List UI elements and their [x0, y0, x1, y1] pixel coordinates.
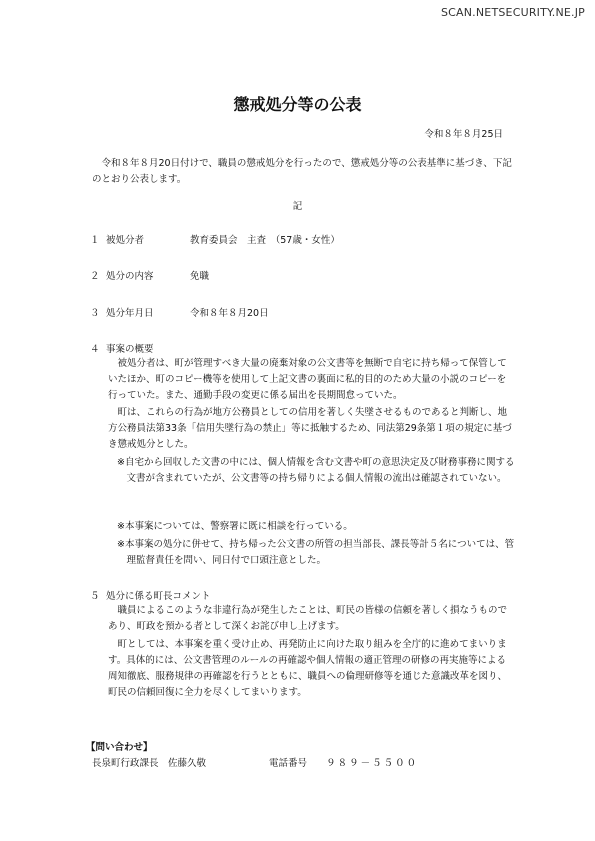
page-title: 懲戒処分等の公表 [233, 95, 362, 114]
ki-marker: 記 [292, 201, 303, 212]
section-label: 処分に係る町長コメント [106, 591, 211, 602]
intro-paragraph: 令和８年８月20日付けで、職員の懲戒処分を行ったので、懲戒処分等の公表基準に基づき、下記のとおり公表します。 [92, 158, 512, 185]
phone-number: ９８９－５５００ [326, 758, 419, 769]
item-number: ２ [90, 271, 100, 282]
item-number: １ [90, 235, 100, 246]
item-label: 被処分者 [106, 235, 145, 246]
section-label: 事案の概要 [106, 344, 154, 355]
section-4-paragraph: 被処分者は、町が管理すべき大量の廃棄対象の公文書等を無断で自宅に持ち帰って保管していたほか、町のコピー機等を使用して上記文書の裏面に私的目的のため大量の小説のコピーを行っていた。また、通勤手段の変更に係る届出を長期間怠っていた。 [108, 358, 507, 401]
section-4-note: ※本事案の処分に併せて、持ち帰った公文書の所管の担当部長、課長等計５名については、管理監督責任を問い、同日付で口頭注意とした。 [117, 539, 515, 566]
section-4-note: ※本事案については、警察署に既に相談を行っている。 [117, 521, 353, 532]
item-label: 処分年月日 [106, 308, 154, 319]
item-number: ３ [90, 308, 100, 319]
contact-info [92, 755, 418, 769]
section-5-paragraph: 町としては、本事案を重く受け止め、再発防止に向けた取り組みを全庁的に進めてまいります。具体的には、公文書管理のルールの再確認や個人情報の適正管理の研修の再実施等による周知徹底、服務規律の再確認を行うとともに、職員への倫理研修等を通じた意識改革を図り、町民の信頼回復に全力を尽くしてまいります。 [108, 639, 508, 698]
site-watermark: SCAN.NETSECURITY.NE.JP [440, 6, 585, 19]
section-4-paragraph: 町は、これらの行為が地方公務員としての信用を著しく失墜させるものであると判断し、地方公務員法第33条「信用失墜行為の禁止」等に抵触するため、同法第29条第１項の規定に基づき懲戒処分とした。 [108, 407, 512, 450]
section-5-paragraph: 職員によるこのような非違行為が発生したことは、町民の皆様の信頼を著しく損なうものであり、町政を預かる者として深くお詫び申し上げます。 [108, 605, 508, 632]
item-value: 令和８年８月20日 [190, 308, 269, 319]
item-value: 教育委員会 主査 （57歳・女性） [190, 235, 340, 246]
publication-date: 令和８年８月25日 [424, 129, 503, 140]
section-number: ５ [90, 591, 100, 602]
section-4-note: ※自宅から回収した文書の中には、個人情報を含む文書や町の意思決定及び財務事務に関する文書が含まれていたが、公文書等の持ち帰りによる個人情報の流出は確認されていない。 [117, 457, 515, 484]
contact-name: 長泉町行政課長 佐藤久敬 [92, 758, 207, 769]
item-value: 免職 [190, 271, 210, 282]
item-label: 処分の内容 [106, 271, 154, 282]
contact-heading: 【問い合わせ】 [86, 742, 153, 753]
section-number: ４ [90, 344, 100, 355]
phone-label: 電話番号 [269, 758, 308, 769]
